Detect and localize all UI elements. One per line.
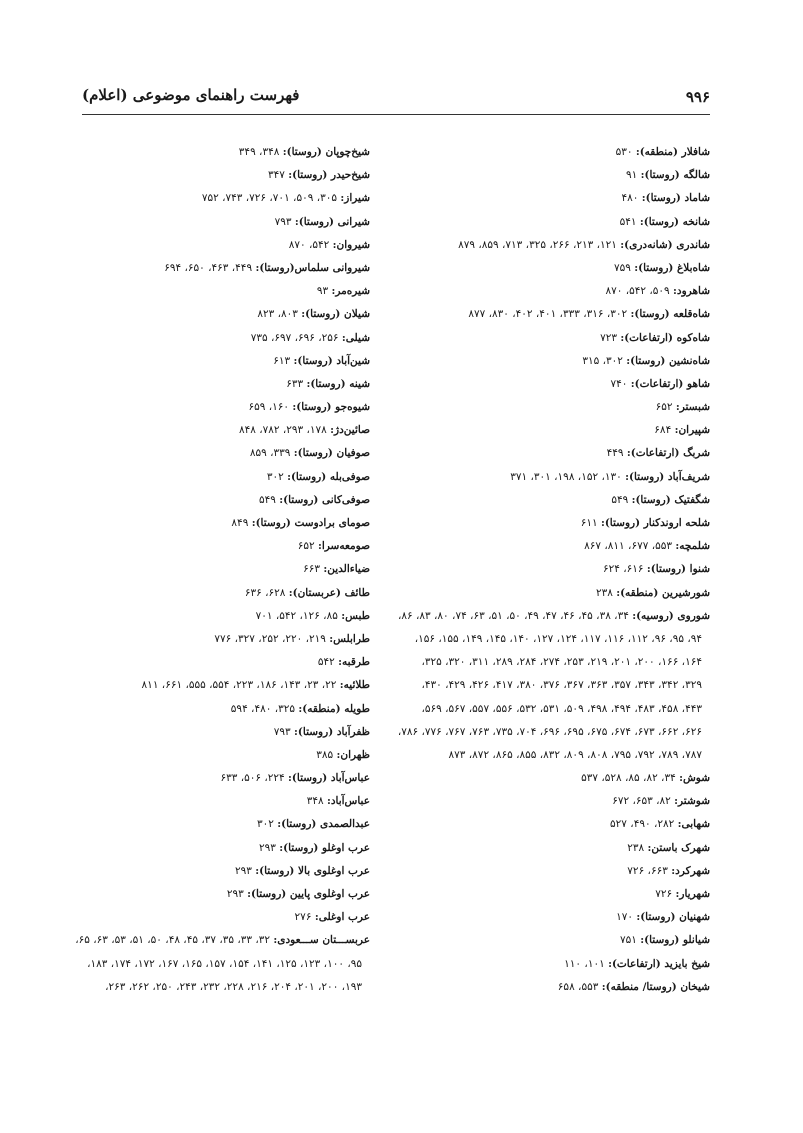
index-entry-pages: ۶۶۳ bbox=[303, 563, 321, 576]
index-entry-heading: صوفی‌کانی (روستا): bbox=[279, 493, 370, 506]
index-entry-pages: ۷۴۰ bbox=[610, 377, 628, 390]
index-entry-pages: ۱۶۰، ۶۵۹ bbox=[248, 401, 290, 414]
index-entry-heading: شاهو (ارتفاعات): bbox=[630, 377, 710, 390]
index-entry-heading: شافلار (منطقه): bbox=[635, 146, 710, 158]
index-entry-pages: ۳۲۹، ۳۴۲، ۳۴۳، ۳۵۷، ۳۶۳، ۳۶۷، ۳۷۶، ۳۸۰، ۴۱۷، ۴۲۶، ۴۲۹، ۴۳۰، bbox=[421, 679, 702, 692]
index-entry-heading: صومای برادوست (روستا): bbox=[251, 517, 370, 529]
index-entry bbox=[40, 860, 370, 883]
index-entry bbox=[380, 350, 710, 373]
index-entry-pages: ۶۱۱ bbox=[580, 517, 598, 529]
index-entry-heading: عرب اوغلو (روستا): bbox=[279, 841, 370, 854]
index-entry-pages: ۲۹۳ bbox=[234, 864, 252, 877]
index-entry bbox=[380, 953, 710, 976]
index-entry-heading: شوروی (روسیه): bbox=[632, 609, 710, 622]
index-entry-pages: ۳۴۸ bbox=[306, 795, 324, 808]
index-entry-pages: ۲۲، ۲۳، ۱۴۳، ۱۸۶، ۲۲۳، ۵۵۴، ۵۵۵، ۶۶۱، ۸۱۱ bbox=[141, 679, 337, 692]
index-entry-pages: ۹۳ bbox=[316, 285, 329, 298]
index-entry bbox=[40, 234, 370, 257]
index-entry-pages: ۳۰۲، ۳۱۵ bbox=[582, 354, 623, 367]
index-entry bbox=[40, 327, 370, 350]
index-entry bbox=[40, 721, 370, 744]
index-entry bbox=[380, 211, 710, 234]
index-entry bbox=[380, 906, 710, 929]
index-entry-pages: ۵۴۲ bbox=[317, 656, 335, 669]
index-entry-heading: شیخ بایزید (ارتفاعات): bbox=[608, 957, 710, 970]
index-entry-heading: شاماد (روستا): bbox=[641, 192, 710, 205]
index-column-right bbox=[380, 141, 710, 999]
index-entry bbox=[40, 558, 370, 581]
index-entry-heading: شیراز: bbox=[340, 192, 370, 205]
index-entry-heading: شیخ‌حیدر (روستا): bbox=[288, 169, 370, 182]
index-entry bbox=[40, 582, 370, 605]
index-entry-heading: صائین‌دژ: bbox=[330, 424, 370, 437]
index-entry-heading: شاه‌کوه (ارتفاعات): bbox=[620, 331, 710, 344]
index-entry bbox=[380, 976, 710, 999]
index-entry bbox=[380, 837, 710, 860]
index-entry-heading: ظهران: bbox=[336, 748, 370, 761]
index-entry-heading: شیانلو (روستا): bbox=[640, 934, 710, 947]
index-entry-pages: ۳۰۵، ۵۰۹، ۷۰۱، ۷۲۶، ۷۴۳، ۷۵۲ bbox=[201, 192, 338, 205]
index-entry-pages: ۵۴۹ bbox=[258, 493, 276, 506]
index-entry-heading: طلائیه: bbox=[339, 679, 370, 692]
index-entry bbox=[380, 442, 710, 465]
index-entry-pages: ۹۴، ۹۵، ۹۶، ۱۱۲، ۱۱۶، ۱۱۷، ۱۲۴، ۱۲۷، ۱۴۰، ۱۴۵، ۱۴۹، ۱۵۵، ۱۵۶، bbox=[414, 632, 702, 645]
index-entry-pages: ۱۹۳، ۲۰۰، ۲۰۱، ۲۰۴، ۲۱۶، ۲۲۸، ۲۳۲، ۲۴۳، ۲۵۰، ۲۶۲، ۲۶۳، bbox=[105, 980, 362, 993]
index-entry-continuation bbox=[380, 721, 710, 744]
index-entry-pages: ۷۵۱ bbox=[619, 934, 637, 947]
index-entry-pages: ۳۴، ۳۸، ۴۵، ۴۶، ۴۷، ۴۹، ۵۰، ۵۱، ۶۳، ۷۴، ۸۰، ۸۳، ۸۶، bbox=[398, 609, 629, 622]
index-entry-heading: عرب اوغلوی پایین (روستا): bbox=[247, 888, 370, 900]
index-entry bbox=[380, 929, 710, 952]
index-column-left bbox=[40, 141, 370, 999]
index-entry-continuation bbox=[40, 976, 370, 999]
index-entry-pages: ۲۳۸ bbox=[627, 841, 645, 854]
index-entry-continuation bbox=[40, 953, 370, 976]
index-entry-pages: ۱۷۰ bbox=[616, 911, 633, 924]
index-entry-pages: ۲۱۹، ۲۲۰، ۲۵۲، ۳۲۷، ۷۷۶ bbox=[214, 632, 326, 645]
index-entry-pages: ۸۲، ۶۵۳، ۶۷۲ bbox=[612, 795, 671, 808]
index-entry bbox=[380, 767, 710, 790]
index-entry-pages: ۵۵۳، ۶۷۷، ۸۱۱، ۸۶۷ bbox=[584, 540, 673, 553]
index-entry-pages: ۱۶۴، ۱۶۶، ۲۰۰، ۲۰۱، ۲۱۹، ۲۵۳، ۲۷۴، ۲۸۴، ۲۸۹، ۳۱۱، ۳۲۰، ۳۲۵، bbox=[421, 656, 702, 669]
index-entry-heading: شهریار: bbox=[675, 888, 710, 900]
index-entry bbox=[380, 535, 710, 558]
index-entry bbox=[380, 605, 710, 628]
index-entry bbox=[40, 257, 370, 280]
index-entry-pages: ۱۳۰، ۱۵۲، ۱۹۸، ۳۰۱، ۳۷۱ bbox=[510, 470, 622, 483]
index-entry-heading: شاه‌نشین (روستا): bbox=[626, 354, 710, 367]
index-entry bbox=[380, 582, 710, 605]
index-entry-heading: شریف‌آباد (روستا): bbox=[625, 470, 710, 483]
index-entry-heading: شهرکرد: bbox=[671, 864, 710, 877]
index-entry-pages: ۵۴۱ bbox=[619, 215, 637, 228]
index-entry-pages: ۶۳۳ bbox=[286, 377, 304, 390]
index-entry-pages: ۶۱۳ bbox=[273, 354, 291, 367]
index-entry-heading: صومعه‌سرا: bbox=[317, 540, 370, 553]
index-entry bbox=[40, 674, 370, 697]
index-entry bbox=[380, 558, 710, 581]
index-entry-pages: ۳۳۹، ۸۵۹ bbox=[249, 447, 291, 460]
index-entry-heading: عربســـتان ســـعودی: bbox=[273, 934, 370, 947]
index-entry-pages: ۳۴۷ bbox=[267, 169, 285, 182]
index-entry bbox=[40, 303, 370, 326]
index-entry bbox=[40, 767, 370, 790]
index-entry-pages: ۳۰۲ bbox=[266, 470, 284, 483]
index-entry-pages: ۶۶۳، ۷۲۶ bbox=[627, 864, 668, 877]
index-entry-heading: شیرانی (روستا): bbox=[294, 215, 370, 228]
index-entry-heading: شیخ‌چوپان (روستا): bbox=[282, 146, 370, 158]
index-entry-pages: ۹۵، ۱۰۰، ۱۲۳، ۱۲۵، ۱۴۱، ۱۵۴، ۱۵۷، ۱۶۵، ۱۶۷، ۱۷۲، ۱۷۴، ۱۸۳، bbox=[87, 957, 362, 970]
index-entry bbox=[40, 373, 370, 396]
index-entry-pages: ۶۵۲ bbox=[297, 540, 315, 553]
index-entry-heading: شاه‌بلاغ (روستا): bbox=[634, 261, 710, 274]
index-entry-heading: شوشتر: bbox=[674, 795, 710, 808]
index-entry-pages: ۲۸۲، ۴۹۰، ۵۲۷ bbox=[610, 818, 675, 831]
index-entry-heading: عرب اوغلی: bbox=[314, 911, 370, 924]
index-entry-pages: ۸۵، ۱۲۶، ۵۴۲، ۷۰۱ bbox=[255, 609, 338, 622]
index-entry-pages: ۷۸۷، ۷۸۹، ۷۹۲، ۷۹۵، ۸۰۸، ۸۰۹، ۸۳۲، ۸۵۵، ۸۶۵، ۸۷۲، ۸۷۳ bbox=[448, 748, 702, 761]
page-header bbox=[82, 88, 710, 115]
index-entry-pages: ۶۲۶، ۶۶۲، ۶۷۳، ۶۷۴، ۶۷۵، ۶۹۵، ۶۹۶، ۷۰۴، ۷۳۵، ۷۶۳، ۷۶۷، ۷۷۶، ۷۸۶، bbox=[397, 725, 702, 738]
index-entry-pages: ۲۷۶ bbox=[294, 911, 312, 924]
index-entry-heading: شیروان: bbox=[332, 238, 370, 251]
index-entry-pages: ۲۹۳ bbox=[226, 888, 244, 900]
index-entry bbox=[40, 211, 370, 234]
index-entry bbox=[380, 790, 710, 813]
index-entry-heading: شاهرود: bbox=[673, 285, 710, 298]
index-entry bbox=[40, 489, 370, 512]
index-entry bbox=[40, 790, 370, 813]
index-entry-pages: ۶۱۶، ۶۲۴ bbox=[602, 563, 644, 576]
index-entry-pages: ۲۲۴، ۵۰۶، ۶۳۳ bbox=[220, 772, 285, 785]
index-entry bbox=[380, 813, 710, 836]
index-entry-pages: ۳۰۲، ۳۱۶، ۳۳۳، ۴۰۱، ۴۰۲، ۸۳۰، ۸۷۷ bbox=[468, 308, 628, 321]
index-entry bbox=[380, 141, 710, 164]
index-entry bbox=[40, 512, 370, 535]
index-entry-heading: شاه‌قلعه (روستا): bbox=[630, 308, 710, 321]
index-entry bbox=[380, 280, 710, 303]
index-entry bbox=[380, 883, 710, 906]
index-entry-heading: شین‌آباد (روستا): bbox=[293, 354, 370, 367]
index-entry bbox=[40, 906, 370, 929]
index-entry-pages: ۳۲، ۳۳، ۳۵، ۳۷، ۴۵، ۴۸، ۵۰، ۵۱، ۵۳، ۶۳، ۶۵، bbox=[75, 934, 271, 947]
index-entry-heading: شگفتیک (روستا): bbox=[631, 493, 710, 506]
index-entry bbox=[40, 837, 370, 860]
index-entry-pages: ۳۲۵، ۴۸۰، ۵۹۴ bbox=[230, 702, 296, 715]
index-entry-heading: ظفرآباد (روستا): bbox=[294, 725, 370, 738]
index-entry bbox=[40, 466, 370, 489]
page-number: ۹۹۶ bbox=[685, 88, 710, 106]
index-entry-heading: شورشیرین (منطقه): bbox=[616, 586, 710, 599]
index-entry-pages: ۴۸۰ bbox=[621, 192, 639, 205]
index-entry bbox=[380, 327, 710, 350]
index-entry-heading: طرقبه: bbox=[338, 656, 370, 669]
index-entry bbox=[380, 164, 710, 187]
index-entry-pages: ۵۰۹، ۵۴۲، ۸۷۰ bbox=[605, 285, 670, 298]
index-entry-pages: ۲۵۶، ۶۹۶، ۶۹۷، ۷۳۵ bbox=[250, 331, 339, 344]
index-entry-heading: شلحه اروندکنار (روستا): bbox=[600, 517, 710, 529]
index-entry-continuation bbox=[380, 698, 710, 721]
index-entry-heading: عبدالصمدی (روستا): bbox=[277, 818, 370, 831]
index-entry-pages: ۵۵۳، ۶۵۸ bbox=[557, 980, 599, 993]
index-entry-pages: ۵۳۰ bbox=[615, 146, 633, 158]
index-entry-heading: شیلی: bbox=[341, 331, 370, 344]
index-entry-pages: ۱۲۱، ۲۱۳، ۲۶۶، ۳۲۵، ۷۱۳، ۸۵۹، ۸۷۹ bbox=[458, 238, 617, 251]
index-entry-heading: شهنیان (روستا): bbox=[636, 911, 710, 924]
index-entry-heading: شربگ (ارتفاعات): bbox=[626, 447, 710, 460]
index-entry-heading: طرابلس: bbox=[329, 632, 370, 645]
index-entry bbox=[40, 187, 370, 210]
index-entry bbox=[380, 303, 710, 326]
index-entry bbox=[40, 698, 370, 721]
index-entry-heading: شانخه (روستا): bbox=[639, 215, 710, 228]
index-entry-heading: شهابی: bbox=[677, 818, 710, 831]
index-entry bbox=[40, 442, 370, 465]
index-entry bbox=[40, 141, 370, 164]
index-entry-heading: طائف (عربستان): bbox=[288, 586, 370, 599]
index-entry-heading: شبستر: bbox=[675, 401, 710, 414]
index-entry-pages: ۳۸۵ bbox=[316, 748, 334, 761]
index-entry bbox=[380, 396, 710, 419]
index-entry-heading: شینه (روستا): bbox=[306, 377, 370, 390]
index-entry-pages: ۷۲۶ bbox=[655, 888, 673, 900]
index-entry-pages: ۶۸۴ bbox=[654, 424, 672, 437]
index-entry-heading: ضیاءالدین: bbox=[323, 563, 370, 576]
index-entry bbox=[40, 628, 370, 651]
index-entry bbox=[40, 813, 370, 836]
index-entry-pages: ۱۷۸، ۲۹۳، ۷۸۲، ۸۴۸ bbox=[238, 424, 327, 437]
index-entry-heading: شیوه‌جو (روستا): bbox=[292, 401, 370, 414]
index-entry-continuation bbox=[380, 674, 710, 697]
index-entry bbox=[380, 512, 710, 535]
index-entry-heading: طبس: bbox=[341, 609, 370, 622]
index-entry bbox=[380, 489, 710, 512]
index-entry-pages: ۳۴، ۸۲، ۸۵، ۵۲۸، ۵۳۷ bbox=[581, 772, 676, 785]
index-entry-pages: ۲۳۸ bbox=[595, 586, 613, 599]
index-entry-pages: ۸۰۳، ۸۲۳ bbox=[257, 308, 298, 321]
index-entry-heading: شوش: bbox=[679, 772, 710, 785]
index-entry-heading: شنوا (روستا): bbox=[646, 563, 710, 576]
index-entry-pages: ۸۴۹ bbox=[231, 517, 249, 529]
index-entry-pages: ۴۴۹، ۴۶۳، ۶۵۰، ۶۹۴ bbox=[164, 261, 253, 274]
index-entry-pages: ۷۵۹ bbox=[614, 261, 631, 274]
running-title: فهرست راهنمای موضوعی (اعلام) bbox=[82, 86, 300, 104]
index-entry-heading: شپیران: bbox=[674, 424, 710, 437]
index-entry-continuation bbox=[380, 651, 710, 674]
index-entry bbox=[40, 280, 370, 303]
index-entry-heading: طویله (منطقه): bbox=[298, 702, 370, 715]
index-entry bbox=[40, 164, 370, 187]
index-entry-pages: ۲۹۳ bbox=[258, 841, 276, 854]
index-entry bbox=[380, 419, 710, 442]
index-entry-heading: عباس‌آباد: bbox=[326, 795, 370, 808]
index-entry-pages: ۵۴۲، ۸۷۰ bbox=[288, 238, 330, 251]
index-entry bbox=[380, 466, 710, 489]
index-entry bbox=[380, 257, 710, 280]
index-entry-heading: شیخان (روستا/ منطقه): bbox=[601, 980, 710, 993]
index-entry bbox=[40, 651, 370, 674]
index-entry bbox=[40, 929, 370, 952]
index-entry-pages: ۷۹۳ bbox=[274, 215, 292, 228]
index-entry-heading: عباس‌آباد (روستا): bbox=[288, 772, 370, 785]
index-entry-pages: ۹۱ bbox=[625, 169, 638, 182]
index-entry bbox=[380, 860, 710, 883]
index-entry-heading: صوفی‌بله (روستا): bbox=[287, 470, 370, 483]
index-entry-heading: شلمچه: bbox=[675, 540, 710, 553]
index-entry bbox=[380, 234, 710, 257]
index-entry-heading: شیروانی سلماس(روستا): bbox=[255, 261, 370, 274]
index-entry bbox=[380, 187, 710, 210]
index-entry-heading: شیلان (روستا): bbox=[301, 308, 370, 321]
index-entry bbox=[40, 605, 370, 628]
index-entry bbox=[40, 396, 370, 419]
index-entry bbox=[380, 373, 710, 396]
index-entry-heading: شهرک باستن: bbox=[647, 841, 710, 854]
index-entry-pages: ۳۴۸، ۳۴۹ bbox=[238, 146, 280, 158]
index-entry-pages: ۴۴۹ bbox=[606, 447, 624, 460]
index-entry-heading: شالگه (روستا): bbox=[640, 169, 710, 182]
index-entry-pages: ۳۰۲ bbox=[256, 818, 274, 831]
index-entry-pages: ۱۰۱، ۱۱۰ bbox=[564, 957, 605, 970]
index-entry bbox=[40, 350, 370, 373]
index-entry-pages: ۶۲۸، ۶۳۶ bbox=[244, 586, 286, 599]
index-entry-pages: ۵۴۹ bbox=[611, 493, 629, 506]
index-entry bbox=[40, 744, 370, 767]
index-entry-continuation bbox=[380, 744, 710, 767]
index-entry-heading: صوفیان (روستا): bbox=[293, 447, 370, 460]
index-entry-pages: ۷۲۳ bbox=[600, 331, 617, 344]
index-entry-continuation bbox=[380, 628, 710, 651]
index-entry-pages: ۷۹۳ bbox=[273, 725, 291, 738]
index-entry-heading: عرب اوغلوی بالا (روستا): bbox=[255, 864, 370, 877]
index-entry bbox=[40, 535, 370, 558]
index-entry-heading: شیره‌مر: bbox=[331, 285, 370, 298]
index-entry bbox=[40, 419, 370, 442]
index-entry-heading: شاندری (شانه‌دری): bbox=[620, 238, 710, 251]
index-entry-pages: ۴۴۳، ۴۵۸، ۴۸۳، ۴۹۴، ۴۹۸، ۵۰۹، ۵۳۱، ۵۳۲، ۵۵۶، ۵۵۷، ۵۶۷، ۵۶۹، bbox=[421, 702, 702, 715]
index-entry-pages: ۶۵۲ bbox=[655, 401, 673, 414]
index-entry bbox=[40, 883, 370, 906]
